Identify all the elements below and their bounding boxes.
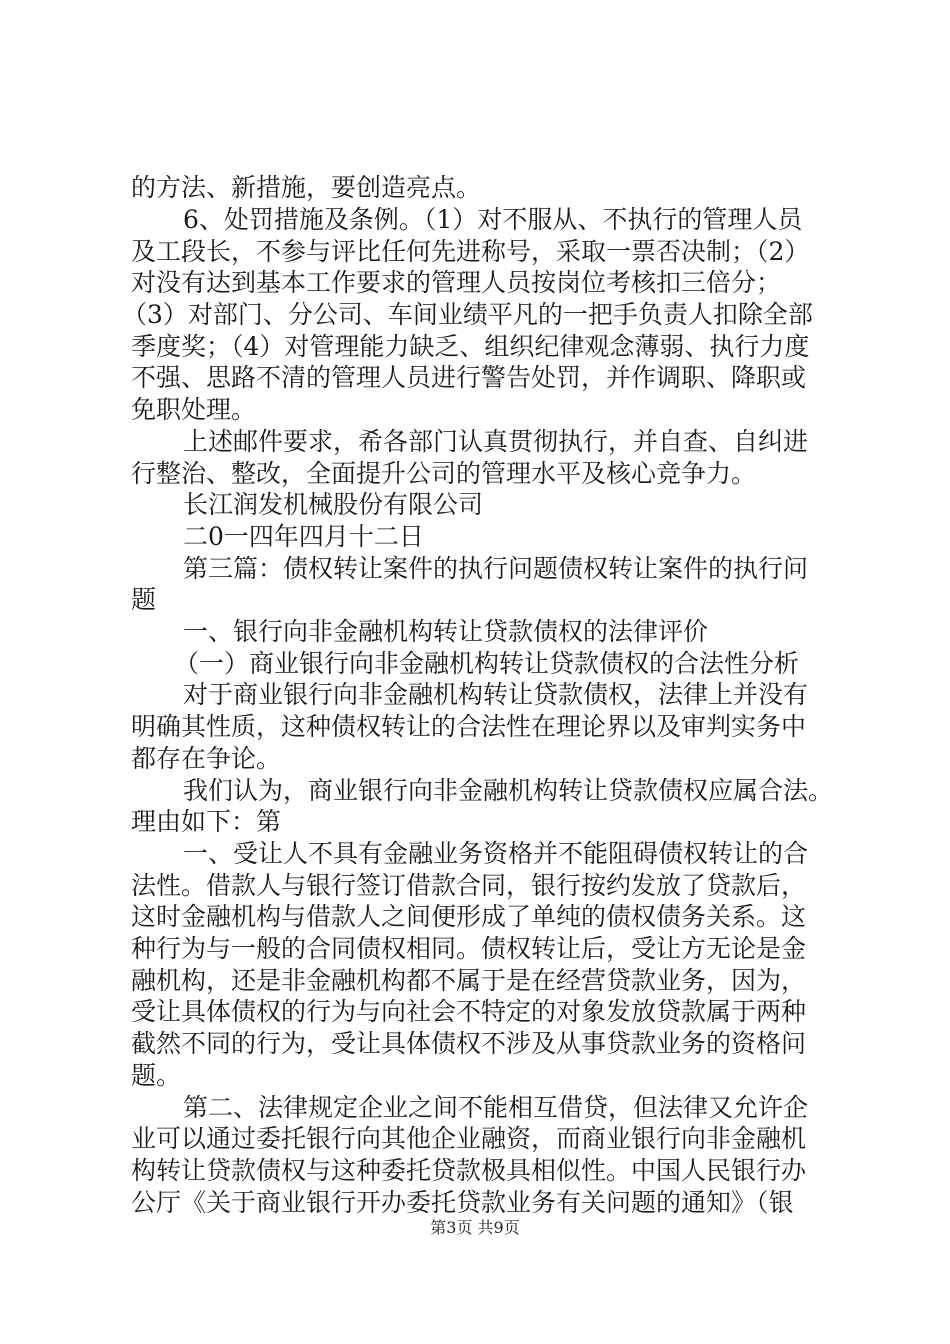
text-line: 截然不同的行为，受让具体债权不涉及从事贷款业务的资格问 [131,1029,807,1058]
text-line: 季度奖；（4）对管理能力缺乏、组织纪律观念薄弱、执行力度 [131,332,810,361]
text-line: 6、处罚措施及条例。（1）对不服从、不执行的管理人员 [183,205,803,234]
text-line: 理由如下：第 [131,807,282,836]
text-line: 不强、思路不清的管理人员进行警告处罚，并作调职、降职或 [131,363,807,392]
text-line: 法性。借款人与银行签订借款合同，银行按约发放了贷款后， [131,871,807,900]
text-line: 我们认为，商业银行向非金融机构转让贷款债权应属合法。 [183,776,834,805]
text-line: 融机构，还是非金融机构都不属于是在经营贷款业务，因为， [131,966,807,995]
company-name: 长江润发机械股份有限公司 [183,490,484,519]
text-line: 题。 [131,1061,182,1090]
text-line: 上述邮件要求，希各部门认真贯彻执行，并自查、自纠进 [183,427,809,456]
text-line: （3）对部门、分公司、车间业绩平凡的一把手负责人扣除全部 [122,300,813,329]
text-line: 明确其性质，这种债权转让的合法性在理论界以及审判实务中 [131,712,807,741]
text-line: 都存在争论。 [131,744,282,773]
text-line: 第二、法律规定企业之间不能相互借贷，但法律又允许企 [183,1093,809,1122]
section-heading: 题 [131,585,157,614]
text-line: 对没有达到基本工作要求的管理人员按岗位考核扣三倍分； [131,268,782,297]
text-line: 公厅《关于商业银行开办委托贷款业务有关问题的通知》（银 [131,1188,794,1217]
text-line: 及工段长，不参与评比任何先进称号，采取一票否决制；（2） [131,237,810,266]
subheading: 一、银行向非金融机构转让贷款债权的法律评价 [183,617,709,646]
text-line: 受让具体债权的行为与向社会不特定的对象发放贷款属于两种 [131,997,807,1026]
document-date: 二0一四年四月十二日 [183,522,424,551]
section-heading: 第三篇：债权转让案件的执行问题债权转让案件的执行问 [183,554,809,583]
subheading: （一）商业银行向非金融机构转让贷款债权的合法性分析 [174,649,800,678]
text-line: 一、受让人不具有金融业务资格并不能阻碍债权转让的合 [183,839,809,868]
text-line: 业可以通过委托银行向其他企业融资，而商业银行向非金融机 [131,1124,807,1153]
text-line: 行整治、整改，全面提升公司的管理水平及核心竞争力。 [131,459,757,488]
text-line: 对于商业银行向非金融机构转让贷款债权，法律上并没有 [183,680,809,709]
text-line: 的方法、新措施，要创造亮点。 [131,173,482,202]
text-line: 免职处理。 [131,395,257,424]
text-line: 种行为与一般的合同债权相同。债权转让后，受让方无论是金 [131,934,807,963]
page-number: 第3页 共9页 [430,1218,520,1237]
text-line: 这时金融机构与借款人之间便形成了单纯的债权债务关系。这 [131,902,807,931]
text-line: 构转让贷款债权与这种委托贷款极具相似性。中国人民银行办 [131,1156,807,1185]
